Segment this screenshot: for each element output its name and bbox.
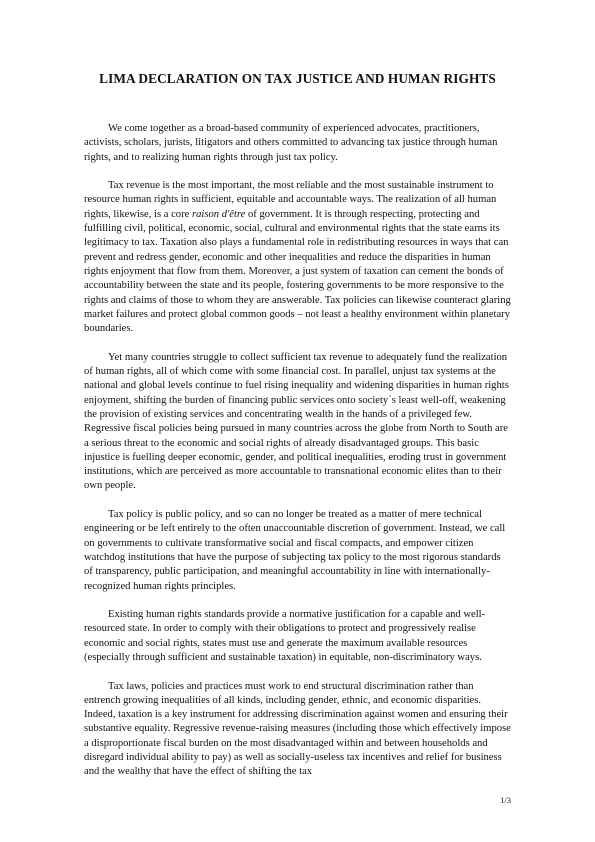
paragraph-5: Existing human rights standards provide a normative justification for a capable and well-resourced state. In order to comply with their obligations to protect and progressively realise economic and social rights, states must use and generate the maximum available resources (especially through sufficient and sustainable taxation) in equitable, non-discriminatory ways. [84,609,486,663]
document-title: LIMA DECLARATION ON TAX JUSTICE AND HUMAN RIGHTS [99,71,496,86]
paragraph-2-part-1: Tax revenue is the most important, the most reliable and the most sustainable instrument to resource human rights in sufficient, equitable and accountable ways. The realization of all human rights, likewise, is a core [84,180,497,220]
paragraph-1: We come together as a broad-based community of experienced advocates, practitioners, activists, scholars, jurists, litigators and others committed to advancing tax justice through human rights, and to realizing human rights through just tax policy. [84,123,498,163]
document-body [84,122,512,794]
paragraph-2-italic: raison d'être [191,208,246,220]
paragraph-3: Yet many countries struggle to collect sufficient tax revenue to adequately fund the realization of human rights, all of which come with some financial cost. In parallel, unjust tax systems at the national and global levels continue to fuel rising inequality and widening disparities in human rights enjoyment, shifting the burden of financing public services onto society´s least well-off, weakening the provision of existing services and concentrating wealth in the hands of a privileged few. Regressive fiscal policies being pursued in many countries across the globe from North to South are a serious threat to the economic and social rights of already disadvantaged groups. This basic injustice is fuelling deeper economic, gender, and political inequalities, eroding trust in government institutions, which are perceived as more accountable to transnational economic elites than to their own people. [84,351,509,492]
paragraph-2 [84,179,512,336]
paragraph-6: Tax laws, policies and practices must work to end structural discrimination rather than entrench growing inequalities of all kinds, including gender, ethnic, and economic disparities. Indeed, taxation is a key instrument for addressing discrimination against women and ensuring their substantive equality. Regressive revenue-raising measures (including those which effectively impose a disproportionate fiscal burden on the most disadvantaged within and between households and disregard individual ability to pay) as well as socially-useless tax incentives and relief for business and the wealthy that have the effect of shifting the tax [84,680,511,778]
page-number: 1/3 [500,795,511,805]
paragraph-4: Tax policy is public policy, and so can no longer be treated as a matter of mere technical engineering or be left entirely to the often unaccountable discretion of government. Instead, we call on governments to cultivate transformative social and fiscal compacts, and empower citizen watchdog institutions that have the purpose of subjecting tax policy to the most rigorous standards of transparency, public participation, and meaningful accountability in line with internationally-recognized human rights principles. [84,509,506,592]
paragraph-2-part-2: of government. It is through respecting, protecting and fulfilling civil, political, economic, social, cultural and environmental rights that the state earns its legitimacy to tax. Taxation also plays a fundamental role in redistributing resources in ways that can prevent and redress gender, economic and other inequalities and reduce the disparities in human rights enjoyment that flow from them. Moreover, a just system of taxation can cement the bonds of accountability between the state and its people, fostering governments to be more responsive to the rights and claims of those to whom they are answerable. Tax policies can likewise counteract glaring market failures and protect global common goods – not least a healthy environment within planetary boundaries. [84,208,511,335]
